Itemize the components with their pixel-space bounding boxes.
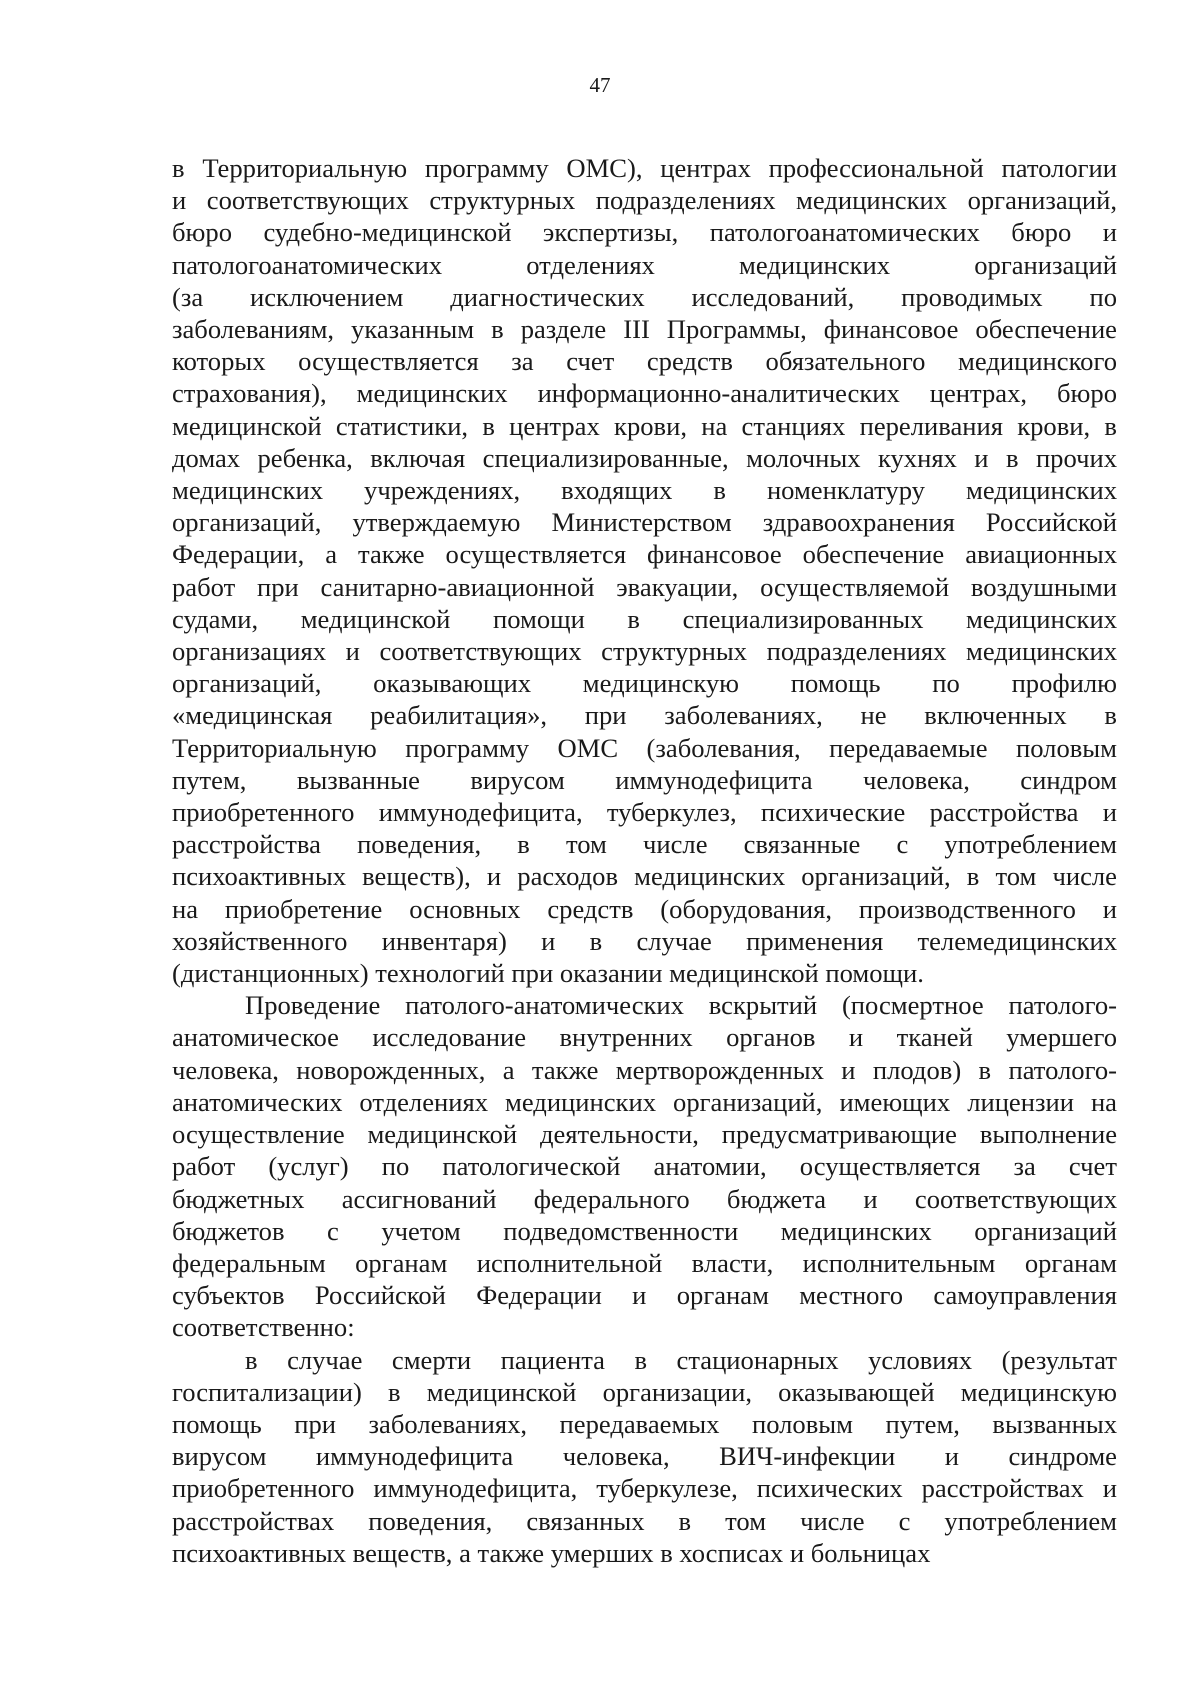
text-line: в Территориальную программу ОМС), центрах профессиональной патологии: [172, 153, 1117, 183]
text-line: анатомических отделениях медицинских организаций, имеющих лицензии на: [172, 1086, 1117, 1117]
text-line: на приобретение основных средств (оборудования, производственного и: [172, 893, 1117, 924]
text-line: путем, вызванные вирусом иммунодефицита человека, синдром: [172, 764, 1117, 795]
document-body: [172, 152, 1117, 1569]
text-line: «медицинская реабилитация», при заболеваниях, не включенных в: [172, 700, 1117, 731]
text-line: приобретенного иммунодефицита, туберкулезе, психических расстройствах и: [172, 1473, 1117, 1504]
text-line: помощь при заболеваниях, передаваемых половым путем, вызванных: [172, 1408, 1117, 1439]
text-line: анатомическое исследование внутренних органов и тканей умершего: [172, 1022, 1117, 1053]
text-line: которых осуществляется за счет средств обязательного медицинского: [172, 346, 1117, 377]
text-line: приобретенного иммунодефицита, туберкулез, психические расстройства и: [172, 797, 1117, 828]
text-line: человека, новорожденных, а также мертворожденных и плодов) в патолого-: [172, 1054, 1117, 1085]
text-line: организаций, оказывающих медицинскую помощь по профилю: [172, 668, 1117, 699]
paragraph: [172, 1344, 1117, 1569]
paragraph: [172, 989, 1117, 1343]
text-line: федеральным органам исполнительной власти, исполнительным органам: [172, 1247, 1117, 1278]
text-line: патологоанатомических отделениях медицинских организаций: [172, 249, 1117, 280]
text-line: организациях и соответствующих структурных подразделениях медицинских: [172, 636, 1117, 667]
text-line: страхования), медицинских информационно-аналитических центрах, бюро: [172, 378, 1117, 409]
text-line: и соответствующих структурных подразделениях медицинских организаций,: [172, 185, 1117, 216]
text-line: медицинской статистики, в центрах крови, на станциях переливания крови, в: [172, 410, 1117, 441]
text-line: госпитализации) в медицинской организации, оказывающей медицинскую: [172, 1376, 1117, 1407]
text-line: хозяйственного инвентаря) и в случае применения телемедицинских: [172, 925, 1117, 956]
text-line: бюро судебно-медицинской экспертизы, патологоанатомических бюро и: [172, 217, 1117, 248]
text-line: (за исключением диагностических исследований, проводимых по: [172, 281, 1117, 312]
text-line: работ (услуг) по патологической анатомии, осуществляется за счет: [172, 1151, 1117, 1182]
text-line: психоактивных веществ), и расходов медицинских организаций, в том числе: [172, 861, 1117, 892]
text-line: в случае смерти пациента в стационарных условиях (результат: [245, 1344, 1117, 1375]
text-line: Территориальную программу ОМС (заболевания, передаваемые половым: [172, 732, 1117, 763]
text-line: медицинских учреждениях, входящих в номенклатуру медицинских: [172, 475, 1117, 506]
text-line: бюджетных ассигнований федерального бюджета и соответствующих: [172, 1183, 1117, 1214]
text-line: расстройства поведения, в том числе связанные с употреблением: [172, 829, 1117, 860]
text-line: соответственно:: [172, 1312, 355, 1343]
text-line: работ при санитарно-авиационной эвакуации, осуществляемой воздушными: [172, 571, 1117, 602]
page-number: 47: [589, 73, 611, 97]
text-line: психоактивных веществ, а также умерших в хосписах и больницах: [172, 1537, 931, 1568]
text-line: заболеваниям, указанным в разделе III Программы, финансовое обеспечение: [172, 314, 1117, 345]
text-line: бюджетов с учетом подведомственности медицинских организаций: [172, 1215, 1117, 1246]
paragraph: [172, 152, 1117, 989]
text-line: Федерации, а также осуществляется финансовое обеспечение авиационных: [172, 539, 1117, 570]
text-line: вирусом иммунодефицита человека, ВИЧ-инфекции и синдроме: [172, 1441, 1117, 1472]
text-line: (дистанционных) технологий при оказании медицинской помощи.: [172, 958, 924, 989]
text-line: Проведение патолого-анатомических вскрытий (посмертное патолого-: [245, 990, 1117, 1021]
text-line: организаций, утверждаемую Министерством здравоохранения Российской: [172, 507, 1117, 538]
text-line: судами, медицинской помощи в специализированных медицинских: [172, 603, 1117, 634]
text-line: домах ребенка, включая специализированные, молочных кухнях и в прочих: [172, 442, 1117, 473]
text-line: расстройствах поведения, связанных в том числе с употреблением: [172, 1505, 1117, 1536]
text-line: субъектов Российской Федерации и органам местного самоуправления: [172, 1280, 1117, 1311]
text-line: осуществление медицинской деятельности, предусматривающие выполнение: [172, 1119, 1117, 1150]
